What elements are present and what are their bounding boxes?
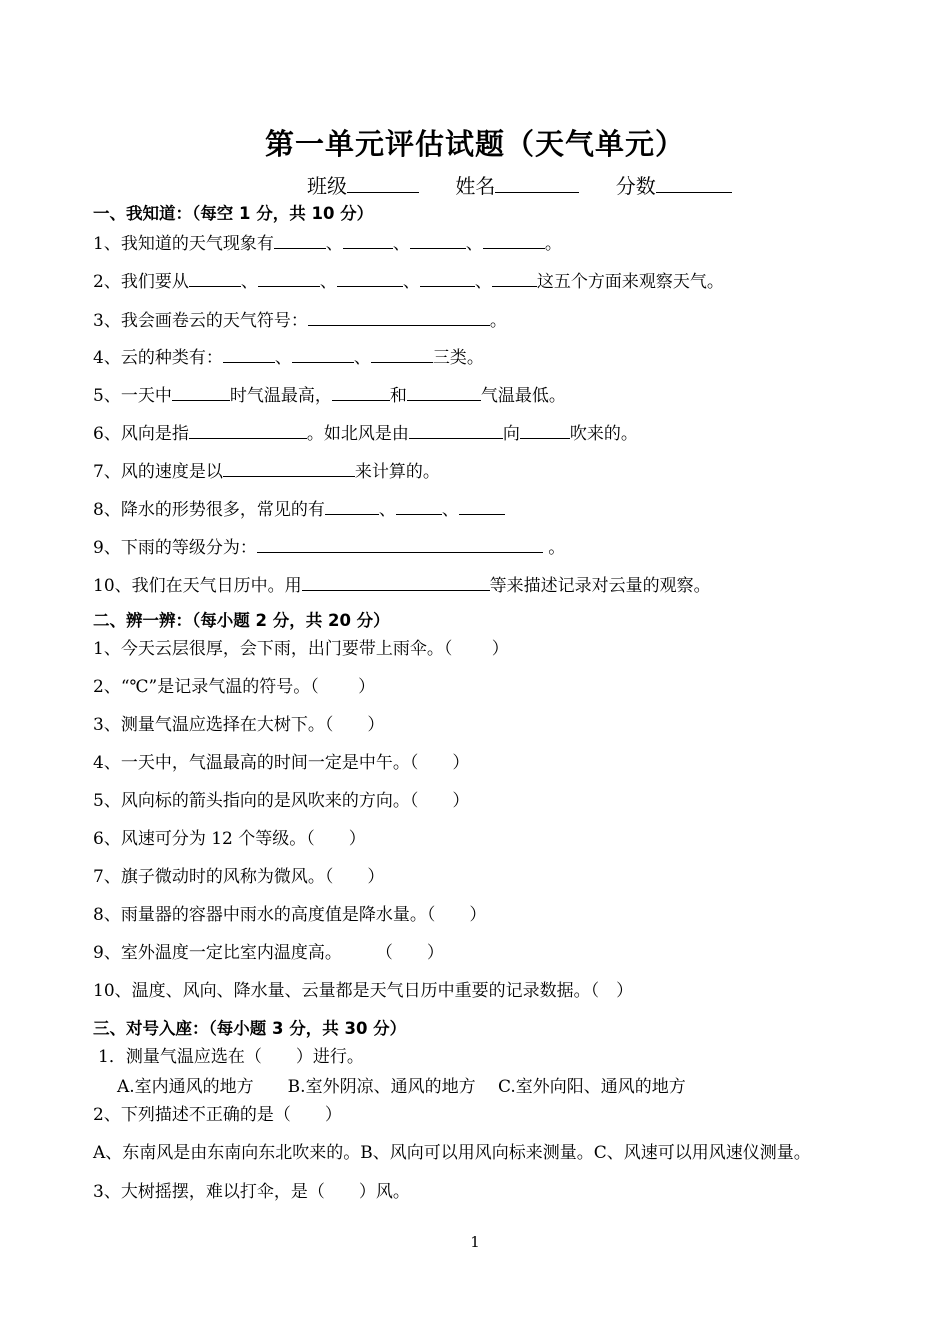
answer-blank[interactable] [223, 345, 275, 363]
answer-blank[interactable] [420, 269, 475, 287]
q-text: 这五个方面来观察天气。 [536, 272, 724, 292]
q-text: 9、下雨的等级分为： [93, 538, 257, 558]
answer-blank[interactable] [332, 383, 390, 401]
q-text: 6、风向是指 [93, 424, 189, 444]
q-text: 来计算的。 [354, 462, 440, 482]
s1-question-2 [93, 269, 724, 293]
q-text: 吹来的。 [569, 424, 638, 444]
s1-question-5 [93, 383, 566, 407]
s2-question-8: 8、雨量器的容器中雨水的高度值是降水量。（ ） [93, 905, 487, 925]
answer-blank[interactable] [257, 535, 543, 553]
answer-blank[interactable] [189, 269, 241, 287]
name-label: 姓名 [455, 174, 496, 198]
s1-question-8 [93, 497, 505, 521]
q-text: 、 [474, 272, 492, 292]
q-text: 4、云的种类有： [93, 348, 223, 368]
q-text: 、 [274, 348, 292, 368]
q-text: 气温最低。 [480, 386, 566, 406]
answer-blank[interactable] [223, 459, 355, 477]
q-text: 、 [240, 272, 258, 292]
score-blank[interactable] [656, 172, 732, 193]
q-text: 。 [544, 234, 562, 254]
q-text: 1、我知道的天气现象有 [93, 234, 274, 254]
q-text: 、 [392, 234, 410, 254]
answer-blank[interactable] [409, 421, 503, 439]
q-text: 向 [502, 424, 520, 444]
answer-blank[interactable] [371, 345, 433, 363]
s3-question-2-options: A、东南风是由东南向东北吹来的。B、风向可以用风向标来测量。C、风速可以用风速仪测量。 [93, 1143, 811, 1163]
answer-blank[interactable] [302, 573, 490, 591]
q-text: 、 [465, 234, 483, 254]
answer-blank[interactable] [292, 345, 354, 363]
student-info-line [307, 170, 732, 199]
s1-question-7 [93, 459, 440, 483]
answer-blank[interactable] [337, 269, 403, 287]
s2-question-6: 6、风速可分为 12 个等级。（ ） [93, 829, 366, 849]
s1-question-3 [93, 308, 507, 332]
page-number: 1 [470, 1233, 480, 1251]
answer-blank[interactable] [189, 421, 307, 439]
q-text: 、 [353, 348, 371, 368]
q-text: 。如北风是由 [306, 424, 409, 444]
s1-question-1 [93, 231, 562, 255]
answer-blank[interactable] [520, 421, 570, 439]
answer-blank[interactable] [325, 497, 379, 515]
q-text: 5、一天中 [93, 386, 172, 406]
q-text: 8、降水的形势很多，常见的有 [93, 500, 325, 520]
s2-question-7: 7、旗子微动时的风称为微风。（ ） [93, 867, 385, 887]
answer-blank[interactable] [483, 231, 545, 249]
s2-question-1: 1、今天云层很厚，会下雨，出门要带上雨伞。（ ） [93, 639, 509, 659]
s2-question-5: 5、风向标的箭头指向的是风吹来的方向。（ ） [93, 791, 470, 811]
q-text: 、 [325, 234, 343, 254]
class-blank[interactable] [347, 172, 419, 193]
s2-question-3: 3、测量气温应选择在大树下。（ ） [93, 715, 385, 735]
q-text: 、 [319, 272, 337, 292]
q-text: 时气温最高， [229, 386, 332, 406]
s2-question-2: 2、“℃”是记录气温的符号。（ ） [93, 677, 376, 697]
q-text: 3、我会画卷云的天气符号： [93, 311, 308, 331]
page-title: 第一单元评估试题（天气单元） [264, 127, 685, 161]
q-text: 、 [402, 272, 420, 292]
s3-question-1-options: A.室内通风的地方 B.室外阴凉、通风的地方 C.室外向阳、通风的地方 [117, 1077, 686, 1097]
q-text: 7、风的速度是以 [93, 462, 223, 482]
s1-question-4 [93, 345, 484, 369]
s3-question-2: 2、下列描述不正确的是（ ） [93, 1105, 342, 1125]
answer-blank[interactable] [396, 497, 442, 515]
answer-blank[interactable] [308, 308, 490, 326]
q-text: 等来描述记录对云量的观察。 [489, 576, 711, 596]
q-text: 和 [389, 386, 407, 406]
q-text: 。 [489, 311, 507, 331]
s1-question-10 [93, 573, 711, 597]
answer-blank[interactable] [410, 231, 466, 249]
class-label: 班级 [307, 174, 347, 198]
q-text: 10、我们在天气日历中。用 [93, 576, 302, 596]
s2-question-9: 9、室外温度一定比室内温度高。 （ ） [93, 943, 444, 963]
s3-question-3: 3、大树摇摆，难以打伞，是（ ）风。 [93, 1182, 410, 1202]
name-blank[interactable] [495, 172, 579, 193]
score-label: 分数 [615, 174, 656, 198]
section-2-heading: 二、辨一辨：（每小题 2 分，共 20 分） [93, 611, 390, 630]
s2-question-10: 10、温度、风向、降水量、云量都是天气日历中重要的记录数据。（ ） [93, 981, 634, 1001]
answer-blank[interactable] [343, 231, 393, 249]
answer-blank[interactable] [258, 269, 320, 287]
section-1-heading: 一、我知道：（每空 1 分，共 10 分） [93, 204, 374, 223]
answer-blank[interactable] [172, 383, 230, 401]
s1-question-6 [93, 421, 638, 445]
section-3-heading: 三、对号入座：（每小题 3 分，共 30 分） [93, 1019, 407, 1038]
q-text: 三类。 [432, 348, 484, 368]
s1-question-9 [93, 535, 565, 559]
s2-question-4: 4、一天中，气温最高的时间一定是中午。（ ） [93, 753, 470, 773]
q-text: 、 [441, 500, 459, 520]
answer-blank[interactable] [274, 231, 326, 249]
q-text: 2、我们要从 [93, 272, 189, 292]
s3-question-1: 1．测量气温应选在（ ）进行。 [98, 1047, 364, 1067]
answer-blank[interactable] [407, 383, 481, 401]
q-text: 、 [378, 500, 396, 520]
answer-blank[interactable] [459, 497, 505, 515]
answer-blank[interactable] [492, 269, 537, 287]
q-text: 。 [542, 538, 566, 558]
